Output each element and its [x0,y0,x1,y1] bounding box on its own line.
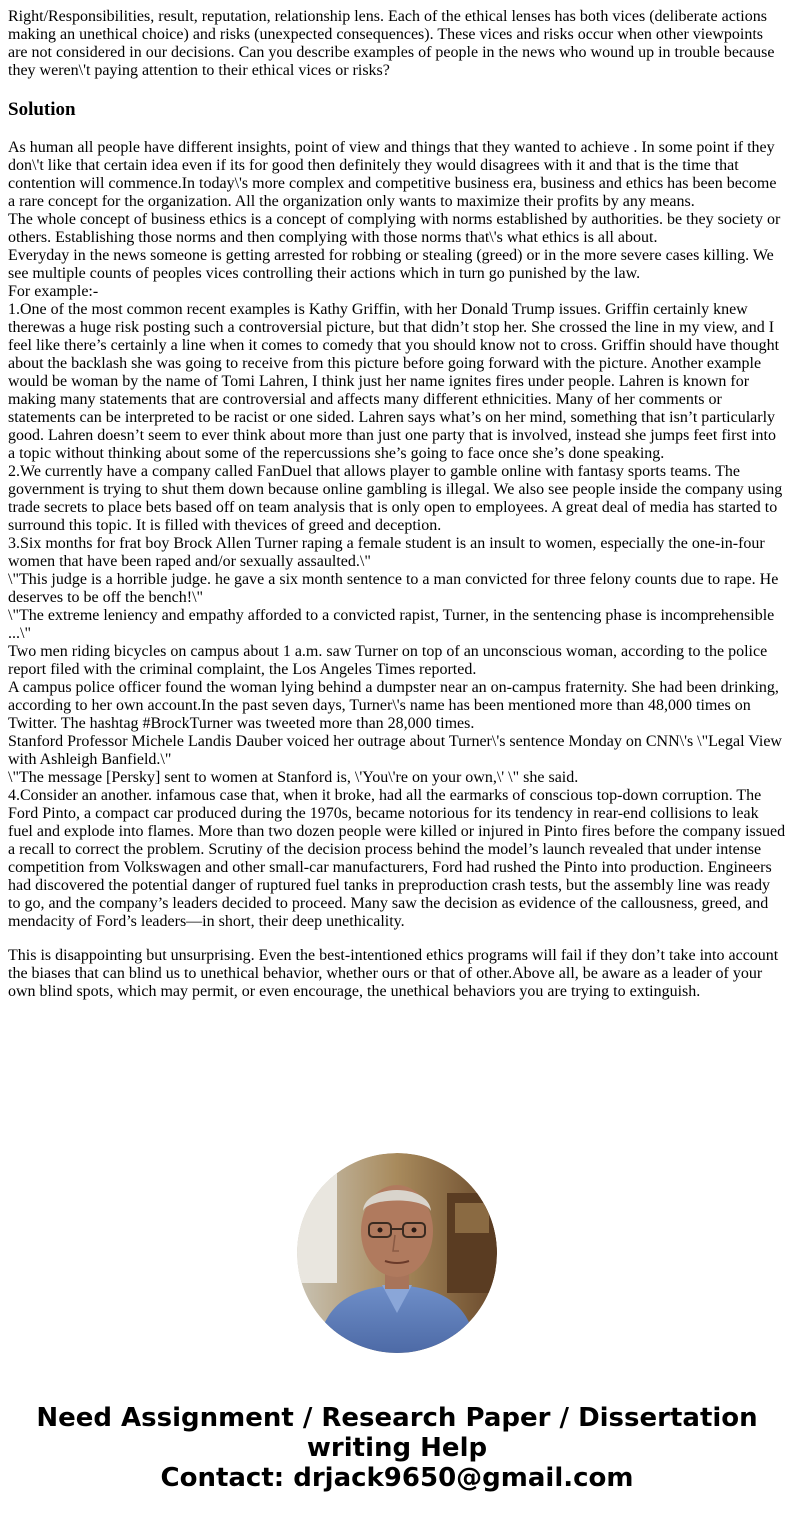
contact-footer [0,1403,794,1493]
solution-paragraph: A campus police officer found the woman lying behind a dumpster near an on-campus fraternity. She had been drinking, according to her own account.In the past seven days, Turner\'s name has been mentioned more than 48,000 times on Twitter. The hashtag #BrockTurner was tweeted more than 28,000 times. [8,679,779,732]
solution-paragraph: \"The extreme leniency and empathy afforded to a convicted rapist, Turner, in the sentencing phase is incomprehensible ...\" [8,607,775,642]
avatar-portrait-illustration [297,1153,497,1353]
footer-contact-email: Contact: drjack9650@gmail.com [160,1463,634,1493]
solution-paragraph: Stanford Professor Michele Landis Dauber voiced her outrage about Turner\'s sentence Monday on CNN\'s \"Legal View with Ashleigh Banfield.\" [8,733,782,768]
solution-paragraph: The whole concept of business ethics is a concept of complying with norms established by authorities. be they society or others. Establishing those norms and then complying with those norms that\'s what ethics is all about. [8,211,781,246]
solution-paragraph: Everyday in the news someone is getting arrested for robbing or stealing (greed) or in the more severe cases killing. We see multiple counts of peoples vices controlling their actions which in turn go punished by the law. [8,247,774,282]
solution-body [8,139,786,931]
question-section [8,8,786,80]
footer-line-2: writing Help [306,1433,488,1463]
solution-paragraph: \"The message [Persky] sent to women at Stanford is, \'You\'re on your own,\' \" she said. [8,769,579,786]
solution-paragraph: As human all people have different insights, point of view and things that they wanted to achieve . In some point if they don\'t like that certain idea even if its for good then definitely they would disagrees with it and that is the time that contention will commence.In today\'s more complex and competitive business era, business and ethics has been become a rare concept for the organization. All the organization only wants to maximize their profits by any means. [8,139,777,210]
solution-paragraph: Two men riding bicycles on campus about 1 a.m. saw Turner on top of an unconscious woman, according to the police report filed with the criminal complaint, the Los Angeles Times reported. [8,643,768,678]
author-avatar [297,1153,497,1353]
solution-paragraph: 1.One of the most common recent examples is Kathy Griffin, with her Donald Trump issues. Griffin certainly knew therewas a huge risk posting such a controversial picture, but that didn’t stop her. She crossed the line in my view, and I feel like there’s certainly a line when it comes to comedy that you should know not to cross. Griffin should have thought about the backlash she was going to receive from this picture before going forward with the picture. Another example would be woman by the name of Tomi Lahren, I think just her name ignites fires under people. Lahren is known for making many statements that are controversial and affects many different ethnicities. Many of her comments or statements can be interpreted to be racist or one sided. Lahren says what’s on her mind, something that isn’t particularly good. Lahren doesn’t seem to ever think about more than just one party that is involved, instead she jumps feet first into a topic without thinking about some of the repercussions she’s going to face once she’s done speaking. [8,301,780,462]
solution-closing: This is disappointing but unsurprising. Even the best-intentioned ethics programs will fail if they don’t take into account the biases that can blind us to unethical behavior, whether ours or that of other.Above all, be aware as a leader of your own blind spots, which may permit, or even encourage, the unethical behaviors you are trying to extinguish. [8,947,779,1000]
footer-line-1: Need Assignment / Research Paper / Dissertation [36,1403,758,1433]
solution-heading: Solution [8,99,76,120]
question-text: Right/Responsibilities, result, reputation, relationship lens. Each of the ethical lenses has both vices (deliberate actions making an unethical choice) and risks (unexpected consequences). These vices and risks occur when other viewpoints are not considered in our decisions. Can you describe examples of people in the news who wound up in trouble because they weren\'t paying attention to their ethical vices or risks? [8,8,775,79]
solution-paragraph: For example:- [8,283,99,300]
solution-paragraph: 4.Consider an another. infamous case that, when it broke, had all the earmarks of conscious top-down corruption. The Ford Pinto, a compact car produced during the 1970s, became notorious for its tendency in rear-end collisions to leak fuel and explode into flames. More than two dozen people were killed or injured in Pinto fires before the company issued a recall to correct the problem. Scrutiny of the decision process behind the model’s launch revealed that under intense competition from Volkswagen and other small-car manufacturers, Ford had rushed the Pinto into production. Engineers had discovered the potential danger of ruptured fuel tanks in preproduction crash tests, but the assembly line was ready to go, and the company’s leaders decided to proceed. Many saw the decision as evidence of the callousness, greed, and mendacity of Ford’s leaders—in short, their deep unethicality. [8,787,786,930]
solution-paragraph: \"This judge is a horrible judge. he gave a six month sentence to a man convicted for three felony counts due to rape. He deserves to be off the bench!\" [8,571,779,606]
document-body [8,8,786,1001]
solution-paragraph: 3.Six months for frat boy Brock Allen Turner raping a female student is an insult to women, especially the one-in-four women that have been raped and/or sexually assaulted.\" [8,535,765,570]
solution-paragraph: 2.We currently have a company called FanDuel that allows player to gamble online with fantasy sports teams. The government is trying to shut them down because online gambling is illegal. We also see people inside the company using trade secrets to place bets based off on team analysis that is only open to employees. A great deal of media has started to surround this topic. It is filled with thevices of greed and deception. [8,463,783,534]
